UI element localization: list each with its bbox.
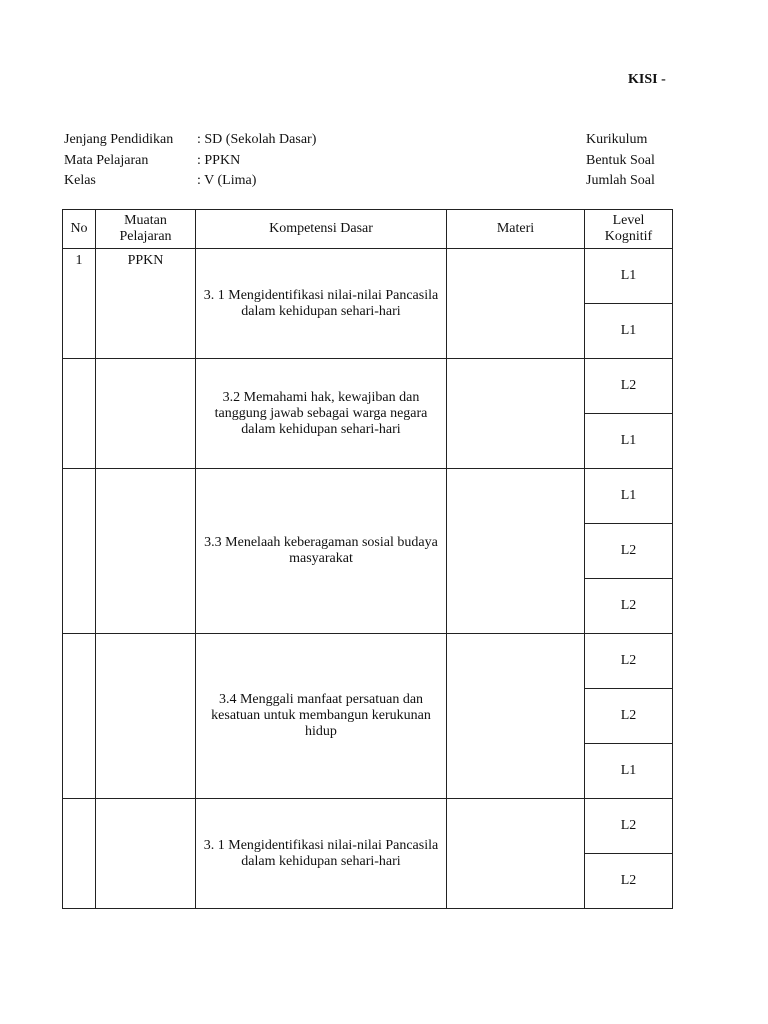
header-no: No: [63, 210, 96, 249]
cell-level: L2: [585, 579, 673, 634]
table-row: [63, 634, 673, 689]
table-row: [63, 799, 673, 854]
cell-muatan: [96, 634, 196, 799]
cell-level: L1: [585, 304, 673, 359]
cell-level: L2: [585, 854, 673, 909]
cell-materi: [447, 469, 585, 634]
info-label-mapel: Mata Pelajaran: [64, 152, 149, 168]
cell-no: 1: [63, 249, 96, 359]
info-label-jenjang: Jenjang Pendidikan: [64, 132, 174, 147]
info-value-jenjang: : SD (Sekolah Dasar): [197, 132, 317, 147]
cell-no: [63, 359, 96, 469]
cell-kompetensi: 3.4 Menggali manfaat persatuan dan kesatuan untuk membangun kerukunan hidup: [196, 634, 447, 799]
cell-materi: [447, 634, 585, 799]
cell-muatan: PPKN: [96, 249, 196, 359]
cell-kompetensi: 3.3 Menelaah keberagaman sosial budaya masyarakat: [196, 469, 447, 634]
cell-level: L1: [585, 469, 673, 524]
cell-materi: [447, 799, 585, 909]
cell-level: L2: [585, 524, 673, 579]
cell-level: L2: [585, 359, 673, 414]
cell-kompetensi: 3. 1 Mengidentifikasi nilai-nilai Pancasila dalam kehidupan sehari-hari: [196, 799, 447, 909]
cell-level: L1: [585, 744, 673, 799]
header-level: Level Kognitif: [585, 210, 673, 249]
cell-no: [63, 634, 96, 799]
kisi-table: [62, 209, 673, 909]
table-header-row: [63, 210, 673, 249]
cell-materi: [447, 359, 585, 469]
document-title: KISI -: [628, 72, 666, 87]
cell-no: [63, 799, 96, 909]
cell-materi: [447, 249, 585, 359]
info-right-labels: [586, 130, 655, 192]
table-row: [63, 249, 673, 304]
info-label-bentuk-soal: Bentuk Soal: [586, 152, 655, 168]
header-muatan: Muatan Pelajaran: [96, 210, 196, 249]
cell-kompetensi: 3.2 Memahami hak, kewajiban dan tanggung jawab sebagai warga negara dalam kehidupan sehari-hari: [196, 359, 447, 469]
info-value-kelas: : V (Lima): [197, 173, 257, 188]
cell-level: L2: [585, 689, 673, 744]
info-label-kelas: Kelas: [64, 173, 96, 188]
cell-muatan: [96, 359, 196, 469]
cell-no: [63, 469, 96, 634]
cell-level: L1: [585, 414, 673, 469]
cell-level: L2: [585, 799, 673, 854]
info-label-jumlah-soal: Jumlah Soal: [586, 173, 655, 188]
cell-level: L2: [585, 634, 673, 689]
info-labels: [64, 130, 173, 192]
info-label-kurikulum: Kurikulum: [586, 132, 648, 147]
cell-muatan: [96, 469, 196, 634]
table-row: [63, 359, 673, 414]
cell-kompetensi: 3. 1 Mengidentifikasi nilai-nilai Pancasila dalam kehidupan sehari-hari: [196, 249, 447, 359]
header-kompetensi: Kompetensi Dasar: [196, 210, 447, 249]
info-value-mapel: : PPKN: [197, 152, 241, 168]
header-materi: Materi: [447, 210, 585, 249]
cell-level: L1: [585, 249, 673, 304]
info-values: [197, 130, 316, 192]
cell-muatan: [96, 799, 196, 909]
table-row: [63, 469, 673, 524]
